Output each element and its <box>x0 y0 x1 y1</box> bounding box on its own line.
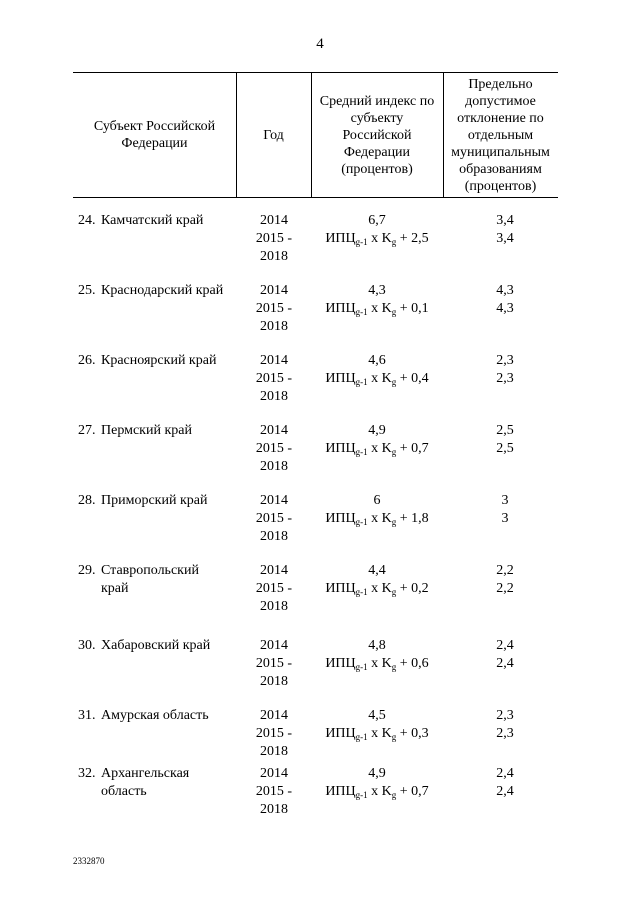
header-average-index: Средний индекс по субъекту Российской Федерации (процентов) <box>319 93 435 177</box>
year-range-start: 2015 - <box>255 371 293 386</box>
dev-2014: 2,3 <box>496 708 514 723</box>
subject-name: Красноярский край <box>101 353 217 368</box>
deviation-cell <box>470 707 540 743</box>
year-range-end: 2018 <box>260 319 288 334</box>
avg-formula: $ИПЦ_{g-1}$ x $K_g + 0,3$ <box>325 726 429 742</box>
subject-name: Пермский край <box>101 423 192 438</box>
row-number: 31. <box>78 708 96 723</box>
year-range-start: 2015 - <box>255 441 293 456</box>
dev-2015-2018: 4,3 <box>496 301 514 316</box>
year-2014: 2014 <box>260 423 288 438</box>
header-subject: Субъект Российской Федерации <box>93 119 216 151</box>
page-number: 4 <box>316 36 324 52</box>
average-index-cell <box>312 282 442 318</box>
avg-2014: 4,6 <box>368 353 386 368</box>
header-year: Год <box>263 127 284 143</box>
avg-2014: 6,7 <box>368 213 386 228</box>
avg-formula: $ИПЦ_{g-1}$ x $K_g + 0,2$ <box>325 581 429 597</box>
average-index-cell <box>312 707 442 743</box>
subject-name: Камчатский край <box>101 213 204 228</box>
year-2014: 2014 <box>260 283 288 298</box>
year-cell <box>240 352 308 406</box>
year-range-start: 2015 - <box>255 656 293 671</box>
year-range-end: 2018 <box>260 599 288 614</box>
average-index-cell <box>312 492 442 528</box>
year-2014: 2014 <box>260 353 288 368</box>
dev-2015-2018: 2,2 <box>496 581 514 596</box>
deviation-cell <box>470 492 540 528</box>
dev-2015-2018: 3 <box>501 511 509 526</box>
subject-name: Хабаровский край <box>101 638 211 653</box>
year-range-end: 2018 <box>260 529 288 544</box>
dev-2015-2018: 3,4 <box>496 231 514 246</box>
year-2014: 2014 <box>260 638 288 653</box>
row-number: 25. <box>78 283 96 298</box>
dev-2014: 2,4 <box>496 638 514 653</box>
row-number: 26. <box>78 353 96 368</box>
row-number: 30. <box>78 638 96 653</box>
dev-2015-2018: 2,5 <box>496 441 514 456</box>
deviation-cell <box>470 352 540 388</box>
row-number: 28. <box>78 493 96 508</box>
year-cell <box>240 282 308 336</box>
table-header <box>73 72 558 198</box>
subject-name: Краснодарский край <box>101 283 224 298</box>
avg-2014: 4,3 <box>368 283 386 298</box>
year-cell <box>240 422 308 476</box>
document-code: 2332870 <box>73 856 105 866</box>
year-2014: 2014 <box>260 493 288 508</box>
deviation-cell <box>470 422 540 458</box>
deviation-cell <box>470 282 540 318</box>
average-index-cell <box>312 422 442 458</box>
deviation-cell <box>470 212 540 248</box>
deviation-cell <box>470 765 540 801</box>
year-range-end: 2018 <box>260 802 288 817</box>
year-range-end: 2018 <box>260 249 288 264</box>
year-2014: 2014 <box>260 766 288 781</box>
dev-2015-2018: 2,3 <box>496 726 514 741</box>
subject-name: Амурская область <box>101 708 209 723</box>
row-number: 29. <box>78 563 96 578</box>
avg-formula: $ИПЦ_{g-1}$ x $K_g + 0,1$ <box>325 301 429 317</box>
dev-2014: 2,4 <box>496 766 514 781</box>
year-cell <box>240 765 308 819</box>
header-max-deviation: Предельно допустимое отклонение по отдельным муниципальным образованиям (процентов) <box>451 76 550 194</box>
dev-2015-2018: 2,4 <box>496 656 514 671</box>
average-index-cell <box>312 562 442 598</box>
avg-formula: $ИПЦ_{g-1}$ x $K_g + 0,4$ <box>325 371 429 387</box>
avg-2014: 4,4 <box>368 563 386 578</box>
subject-name: Приморский край <box>101 493 208 508</box>
avg-formula: $ИПЦ_{g-1}$ x $K_g + 0,7$ <box>325 784 429 800</box>
dev-2014: 2,2 <box>496 563 514 578</box>
year-cell <box>240 562 308 616</box>
year-range-end: 2018 <box>260 459 288 474</box>
average-index-cell <box>312 212 442 248</box>
subject-name: Ставропольский край <box>101 563 199 596</box>
year-2014: 2014 <box>260 563 288 578</box>
dev-2014: 3,4 <box>496 213 514 228</box>
row-number: 24. <box>78 213 96 228</box>
year-cell <box>240 212 308 266</box>
average-index-cell <box>312 352 442 388</box>
avg-2014: 4,9 <box>368 423 386 438</box>
dev-2014: 2,5 <box>496 423 514 438</box>
dev-2014: 3 <box>501 493 509 508</box>
year-range-end: 2018 <box>260 389 288 404</box>
year-range-start: 2015 - <box>255 581 293 596</box>
year-range-end: 2018 <box>260 744 288 759</box>
avg-2014: 4,8 <box>368 638 386 653</box>
dev-2014: 2,3 <box>496 353 514 368</box>
avg-formula: $ИПЦ_{g-1}$ x $K_g + 0,6$ <box>325 656 429 672</box>
year-2014: 2014 <box>260 708 288 723</box>
year-range-start: 2015 - <box>255 301 293 316</box>
avg-formula: $ИПЦ_{g-1}$ x $K_g + 2,5$ <box>325 231 429 247</box>
row-number: 32. <box>78 766 96 781</box>
avg-formula: $ИПЦ_{g-1}$ x $K_g + 1,8$ <box>325 511 429 527</box>
average-index-cell <box>312 637 442 673</box>
deviation-cell <box>470 562 540 598</box>
avg-formula: $ИПЦ_{g-1}$ x $K_g + 0,7$ <box>325 441 429 457</box>
avg-2014: 4,9 <box>368 766 386 781</box>
subject-name: Архангельская область <box>101 766 190 799</box>
year-range-start: 2015 - <box>255 726 293 741</box>
year-cell <box>240 707 308 761</box>
year-2014: 2014 <box>260 213 288 228</box>
year-cell <box>240 637 308 691</box>
dev-2015-2018: 2,3 <box>496 371 514 386</box>
avg-2014: 6 <box>373 493 381 508</box>
average-index-cell <box>312 765 442 801</box>
dev-2014: 4,3 <box>496 283 514 298</box>
year-range-start: 2015 - <box>255 511 293 526</box>
year-cell <box>240 492 308 546</box>
row-number: 27. <box>78 423 96 438</box>
year-range-start: 2015 - <box>255 784 293 799</box>
year-range-start: 2015 - <box>255 231 293 246</box>
dev-2015-2018: 2,4 <box>496 784 514 799</box>
avg-2014: 4,5 <box>368 708 386 723</box>
deviation-cell <box>470 637 540 673</box>
year-range-end: 2018 <box>260 674 288 689</box>
